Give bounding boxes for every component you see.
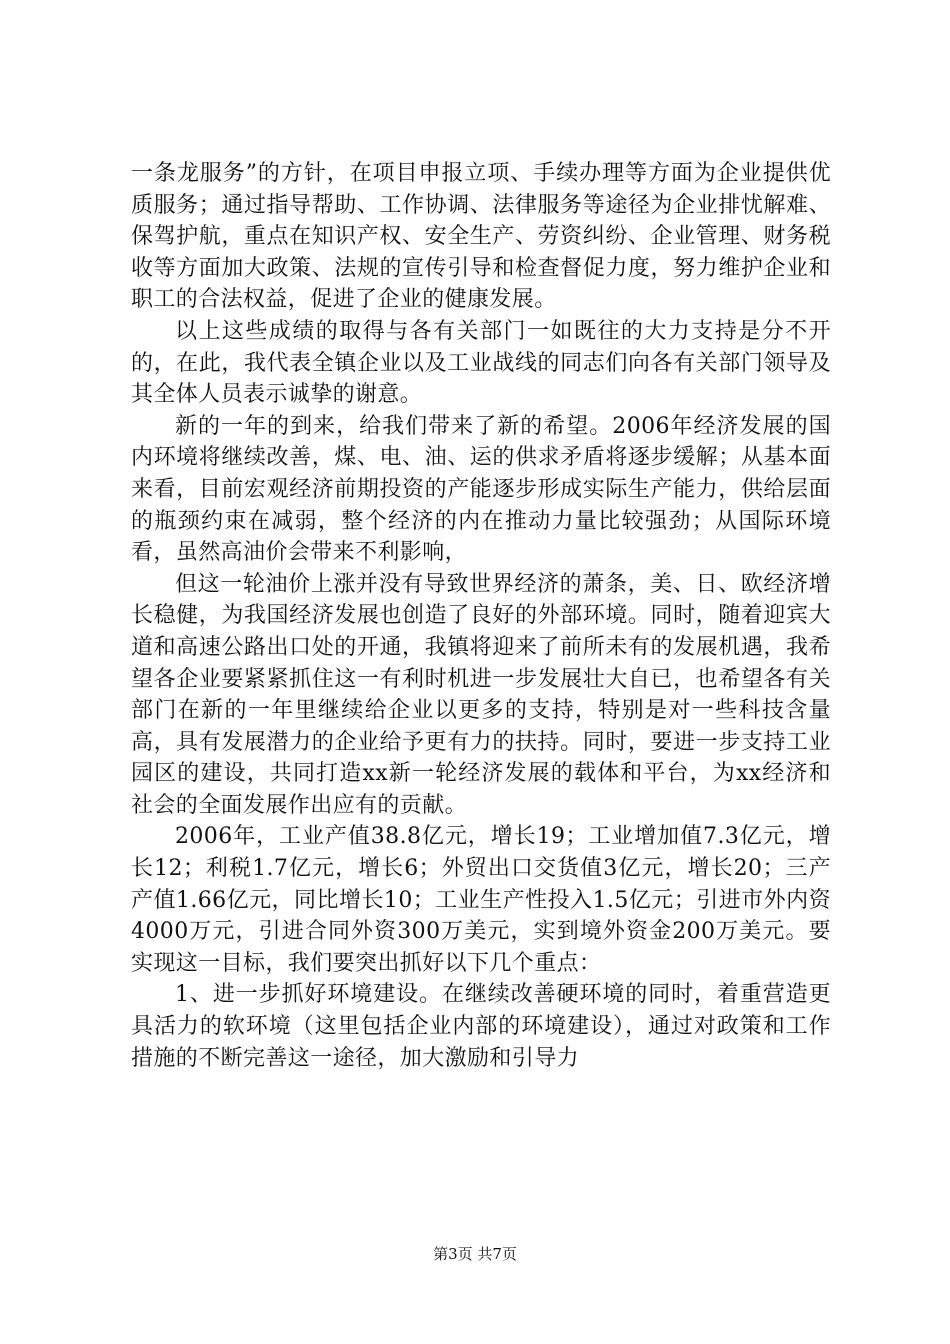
paragraph-1: 一条龙服务”的方针，在项目申报立项、手续办理等方面为企业提供优质服务；通过指导帮助、工作协调、法律服务等途径为企业排忧解难、保驾护航，重点在知识产权、安全生产、劳资纠纷、企业管理、财务税收等方面加大政策、法规的宣传引导和检查督促力度，努力维护企业和职工的合法权益，促进了企业的健康发展。 (131, 161, 831, 313)
paragraph-2: 以上这些成绩的取得与各有关部门一如既往的大力支持是分不开的，在此，我代表全镇企业以及工业战线的同志们向各有关部门领导及其全体人员表示诚挚的谢意。 (131, 318, 831, 408)
paragraph-4: 但这一轮油价上涨并没有导致世界经济的萧条，美、日、欧经济增长稳健，为我国经济发展也创造了良好的外部环境。同时，随着迎宾大道和高速公路出口处的开通，我镇将迎来了前所未有的发展机遇，我希望各企业要紧紧抓住这一有利时机进一步发展壮大自已，也希望各有关部门在新的一年里继续给企业以更多的支持，特别是对一些科技含量高，具有发展潜力的企业给予更有力的扶持。同时，要进一步支持工业园区的建设，共同打造xx新一轮经济发展的载体和平台，为xx经济和社会的全面发展作出应有的贡献。 (131, 571, 831, 818)
paragraph-5: 2006年，工业产值38.8亿元，增长19；工业增加值7.3亿元，增长12；利税1.7亿元，增长6；外贸出口交货值3亿元，增长20；三产产值1.66亿元，同比增长10；工业生产性投入1.5亿元；引进市外内资4000万元，引进合同外资300万美元，实到境外资金200万美元。要实现这一目标，我们要突出抓好以下几个重点： (131, 824, 831, 976)
document-body (131, 158, 831, 1074)
paragraph-3: 新的一年的到来，给我们带来了新的希望。2006年经济发展的国内环境将继续改善，煤、电、油、运的供求矛盾将逐步缓解；从基本面来看，目前宏观经济前期投资的产能逐步形成实际生产能力，供给层面的瓶颈约束在减弱，整个经济的内在推动力量比较强劲；从国际环境看，虽然高油价会带来不利影响， (131, 413, 831, 566)
page-footer: 第3页 共7页 (433, 1245, 517, 1263)
paragraph-6: 1、进一步抓好环境建设。在继续改善硬环境的同时，着重营造更具活力的软环境（这里包括企业内部的环境建设），通过对政策和工作措施的不断完善这一途径，加大激励和引导力 (131, 982, 831, 1071)
